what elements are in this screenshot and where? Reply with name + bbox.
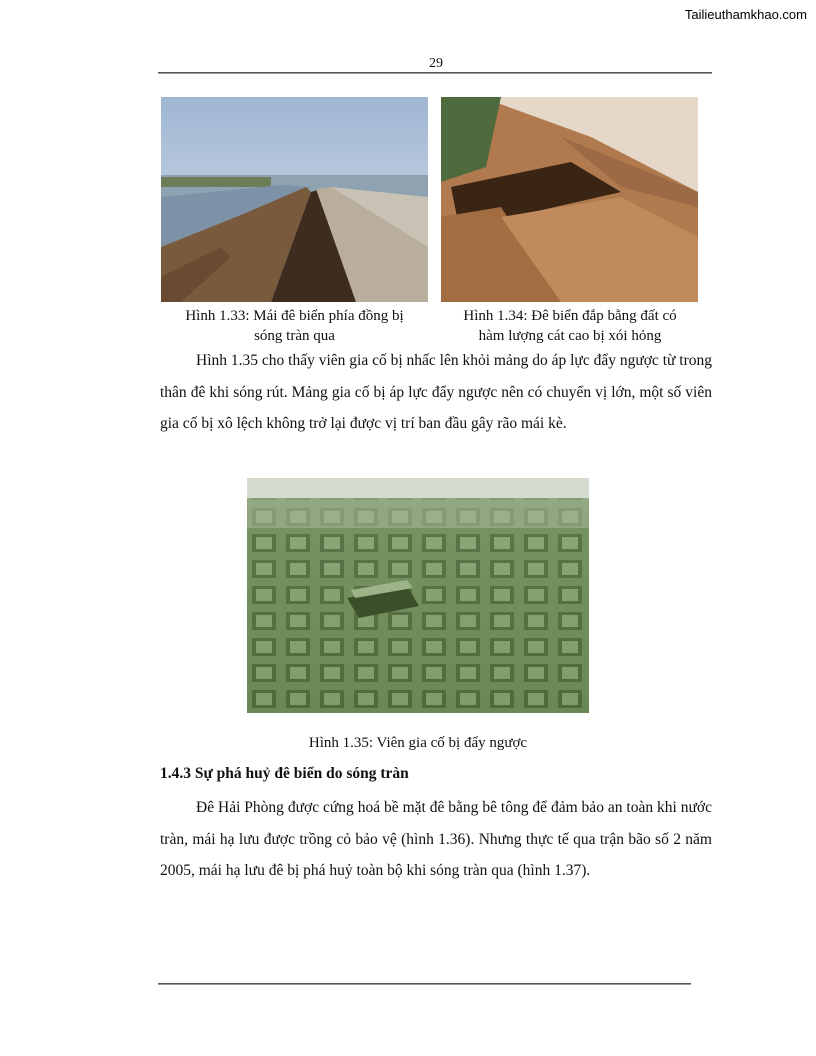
figure-1-34-caption [436,306,704,346]
section-heading: 1.4.3 Sự phá huỷ đê biển do sóng tràn [160,765,409,782]
figure-1-33-caption [161,306,428,346]
figure-1-33-photo [161,97,428,302]
paragraph-2: Đê Hải Phòng được cứng hoá bề mặt đê bằng bê tông để đảm bảo an toàn khi nước tràn, mái hạ lưu được trồng cỏ bảo vệ (hình 1.36). Nhưng thực tế qua trận bão số 2 năm 2005, mái hạ lưu đê bị phá huỷ toàn bộ khi sóng tràn qua (hình 1.37). [160,799,712,879]
figure-1-34-photo [441,97,698,302]
caption-line: Hình 1.34: Đê biển đắp bằng đất có [463,308,677,324]
footer-rule [158,983,691,985]
paragraph-1: Hình 1.35 cho thấy viên gia cố bị nhấc lên khỏi mảng do áp lực đẩy ngược từ trong thân đê khi sóng rút. Mảng gia cố bị áp lực đẩy ngược nên có chuyển vị lớn, một số viên gia cố bị xô lệch không trở lại được vị trí ban đầu gây rão mái kè. [160,352,712,432]
caption-line: hàm lượng cát cao bị xói hỏng [478,328,662,344]
figure-1-35-caption: Hình 1.35: Viên gia cố bị đẩy ngược [308,735,528,751]
caption-line: Hình 1.33: Mái đê biển phía đồng bị [185,308,404,324]
page-number: 29 [429,56,443,71]
caption-line: sóng tràn qua [254,328,335,344]
watermark: Tailieuthamkhao.com [684,7,807,22]
figure-1-35-photo [247,478,589,713]
header-rule [158,72,712,74]
